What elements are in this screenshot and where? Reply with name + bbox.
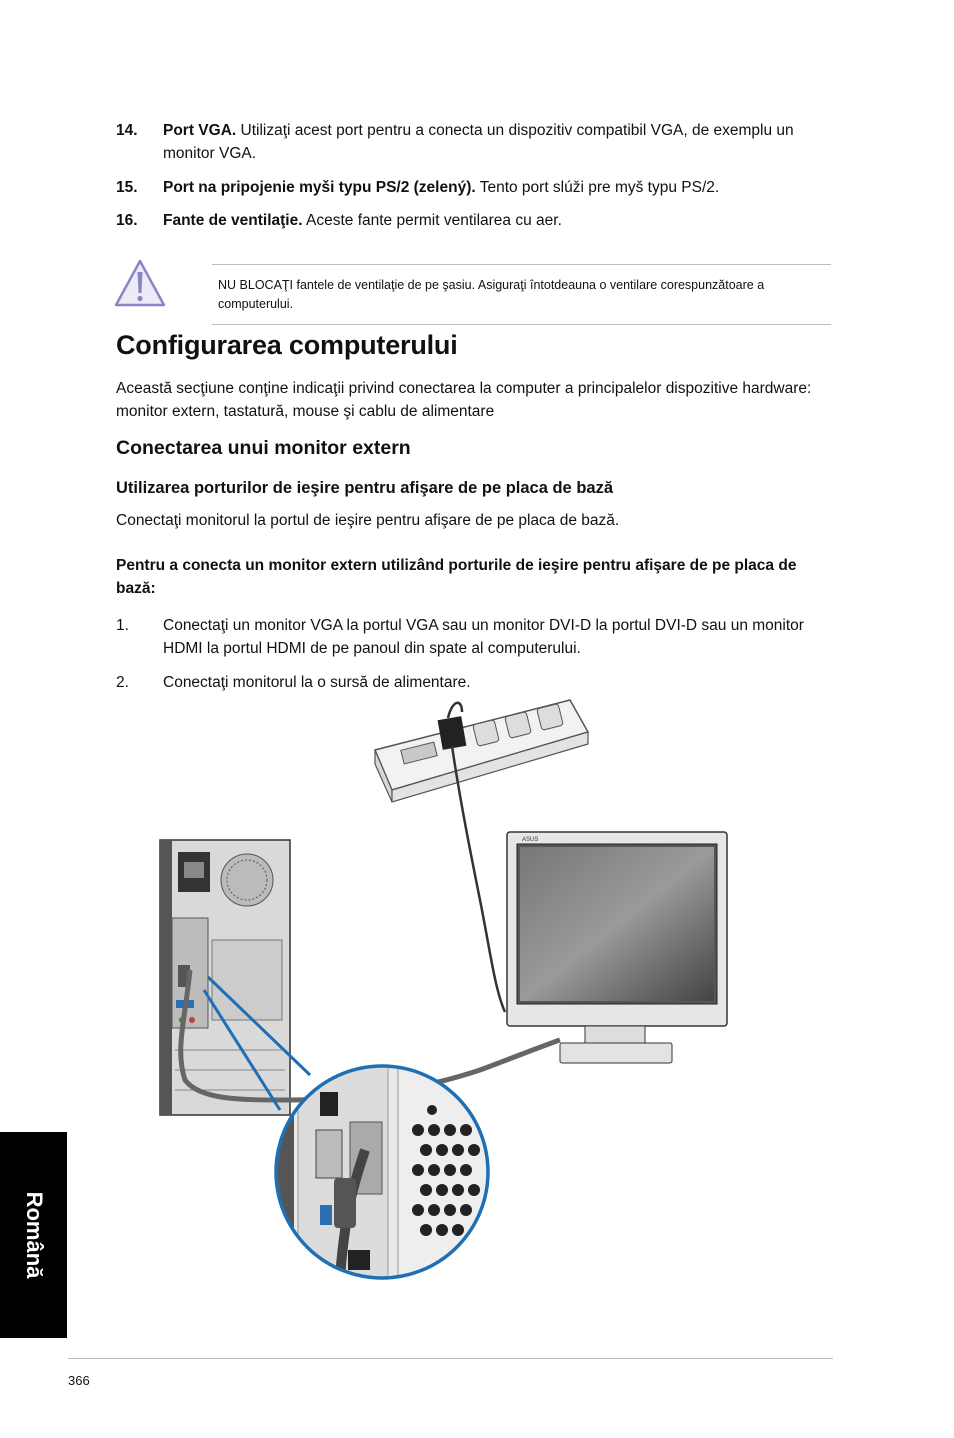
zoom-detail [276,1066,488,1278]
warning-icon [113,258,167,308]
connection-illustration [150,695,750,1295]
item-number: 15. [116,179,138,196]
item-description: Utilizaţi acest port pentru a conecta un dispozitiv compatibil VGA, de exemplu un monitor VGA. [163,122,794,162]
step-1 [116,614,816,660]
list-item-14 [116,119,816,165]
item-description: Tento port slúži pre myš typu PS/2. [475,179,720,196]
warning-note-text: NU BLOCAŢI fantele de ventilaţie de pe şasiu. Asiguraţi întotdeauna o ventilare corespunzătoare a computerului. [218,278,765,311]
procedure-title: Pentru a conecta un monitor extern utilizând porturile de ieşire pentru afişare de pe placa de bază: [116,557,797,597]
subsubsection-title: Utilizarea porturilor de ieşire pentru afişare de pe placa de bază [116,479,613,497]
item-number: 14. [116,122,138,139]
step-text: Conectaţi un monitor VGA la portul VGA sau un monitor DVI-D la portul DVI-D sau un monitor HDMI la portul HDMI de pe panoul din spate al computerului. [163,617,804,657]
subsection-title: Conectarea unui monitor extern [116,437,411,459]
section-intro: Această secţiune conţine indicaţii privind conectarea la computer a principalelor dispozitive hardware: monitor extern, tastatură, mouse şi cablu de alimentare [116,380,812,420]
language-side-tab [0,1132,67,1338]
step-text: Conectaţi monitorul la o sursă de alimentare. [163,674,471,691]
power-strip [375,700,588,802]
step-number: 1. [116,617,129,634]
item-term: Fante de ventilaţie. [163,212,303,229]
item-number: 16. [116,212,138,229]
list-item-16 [116,209,816,232]
footer-divider [68,1358,833,1359]
monitor [507,832,727,1063]
item-term: Port na pripojenie myši typu PS/2 (zelený). [163,179,476,196]
item-term: Port VGA. [163,122,237,139]
page-number: 366 [68,1373,90,1388]
language-label: Română [21,1191,47,1279]
step-number: 2. [116,674,129,691]
item-description: Aceste fante permit ventilarea cu aer. [302,212,562,229]
section-title: Configurarea computerului [116,330,458,360]
list-item-15 [116,176,816,199]
computer-rear-panel [160,840,290,1115]
monitor-brand: ASUS [522,837,539,843]
step-2 [116,671,816,694]
note-divider-bottom [212,324,831,325]
note-divider-top [212,264,831,265]
subsubsection-text: Conectaţi monitorul la portul de ieşire pentru afişare de pe placa de bază. [116,512,620,529]
